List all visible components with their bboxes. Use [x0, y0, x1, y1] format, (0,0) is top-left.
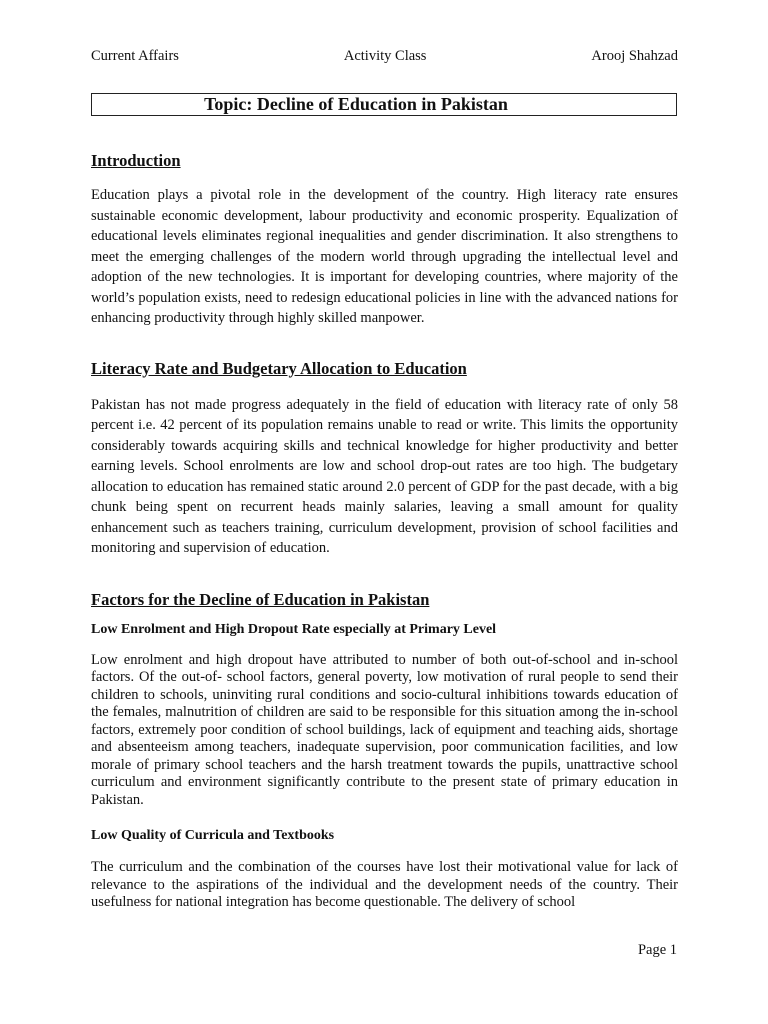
- document-body: [91, 150, 678, 912]
- page-header: [91, 47, 678, 65]
- quality-paragraph: The curriculum and the combination of the courses have lost their motivational value for lack of relevance to the aspirations of the individual and the development needs of the country. Their usefulness for national integration has become questionable. The delivery of school: [91, 859, 678, 910]
- factors-heading: Factors for the Decline of Education in Pakistan: [91, 589, 430, 609]
- enrolment-paragraph: Low enrolment and high dropout have attributed to number of both out-of-school and in-school factors. Of the out-of- school factors, general poverty, low motivation of rural people to send their children to schools, uninviting rural conditions and socio-cultural inhibitions towards education of the females, malnutrition of children are said to be responsible for this situation among the in-school factors, extremely poor condition of school buildings, lack of equipment and teaching aids, shortage and absenteeism among teachers, inadequate supervision, poor communication facilities, and low morale of primary school teachers and the harsh treatment towards the pupils, unattractive school curriculum and environment significantly contribute to the present state of primary education in Pakistan.: [91, 651, 678, 808]
- quality-subheading: Low Quality of Curricula and Textbooks: [91, 828, 335, 843]
- introduction-paragraph: Education plays a pivotal role in the development of the country. High literacy rate ensures sustainable economic development, labour productivity and economic prosperity. Equalization of educational levels eliminates regional inequalities and gender discrimination. It also strengthens to meet the emerging challenges of the modern world through upgrading the intellectual level and adoption of the new technologies. It is important for developing countries, where majority of the world’s population exists, need to redesign educational policies in line with the advanced nations for enhancing productivity through highly skilled manpower.: [91, 187, 678, 326]
- header-right: Arooj Shahzad: [591, 48, 678, 64]
- page-number: Page 1: [637, 942, 677, 958]
- document-title: Topic: Decline of Education in Pakistan: [204, 94, 508, 114]
- literacy-paragraph: Pakistan has not made progress adequately in the field of education with literacy rate of only 58 percent i.e. 42 percent of its population remains unable to read or write. This limits the opportunity considerably towards acquiring skills and technical knowledge for higher productivity and better earning levels. School enrolments are low and school drop-out rates are too high. The budgetary allocation to education has remained static around 2.0 percent of GDP for the past decade, with a big chunk being spent on recurrent heads mainly salaries, leaving a small amount for quality enhancement such as teachers training, curriculum development, provision of school facilities and monitoring and supervision of education.: [91, 396, 678, 556]
- document-title-box: [91, 93, 677, 116]
- header-center: Activity Class: [343, 48, 427, 64]
- header-left: Current Affairs: [91, 48, 179, 64]
- literacy-heading: Literacy Rate and Budgetary Allocation to Education: [91, 358, 467, 378]
- introduction-heading: Introduction: [91, 151, 181, 170]
- enrolment-subheading: Low Enrolment and High Dropout Rate especially at Primary Level: [91, 621, 497, 637]
